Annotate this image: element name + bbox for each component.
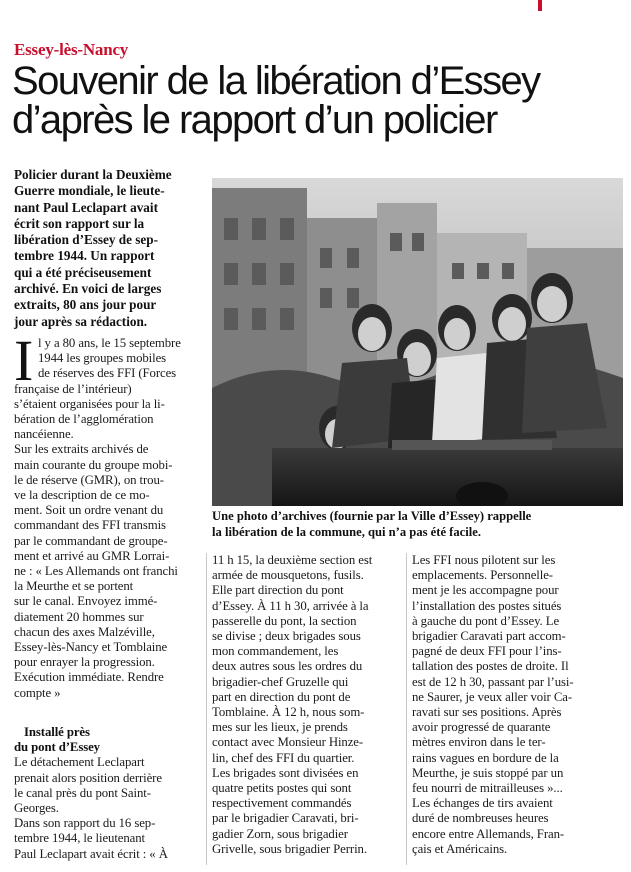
body-line: brigadier-chef Gruzelle qui (212, 674, 349, 689)
body-line: bération de l’agglomération (14, 412, 154, 427)
body-line: sur le canal. Envoyez immé- (14, 594, 158, 609)
article-lead (14, 167, 202, 330)
body-line: quatre petits postes qui sont (212, 781, 352, 796)
body-line: l’installation des postes situés (412, 598, 562, 613)
body-line: Les FFI nous pilotent sur les (412, 553, 556, 567)
body-line: emplacements. Personnelle- (412, 568, 553, 583)
body-line: feu nourri de mitrailleuses »... (412, 781, 563, 796)
lead-line: extraits, 80 ans jour pour (14, 297, 157, 313)
body-line: ment et arrivé au GMR Lorrai- (14, 548, 170, 563)
column-divider-1 (206, 553, 207, 865)
body-line: 11 h 15, la deuxième section est (212, 553, 373, 567)
body-line: Le détachement Leclapart (14, 755, 145, 770)
lead-line: nant Paul Leclapart avait (14, 199, 158, 215)
article-column-3 (412, 553, 617, 857)
body-line: d’Essey. À 11 h 30, arrivée à la (212, 598, 369, 613)
body-line: Sur les extraits archivés de (14, 442, 149, 457)
headline-line-1: Souvenir de la libération d’Essey (12, 59, 540, 103)
body-line: le canal près du pont Saint- (14, 785, 151, 800)
lead-line: écrit son rapport sur la (14, 215, 145, 231)
body-line: se divise ; deux brigades sous (212, 629, 361, 644)
article-column-1 (14, 328, 204, 701)
caption-line: Une photo d’archives (fournie par la Ville d’Essey) rappelle (212, 509, 532, 523)
body-line: Tomblaine. À 12 h, nous som- (212, 705, 365, 720)
body-line: lin, chef des FFI du quartier. (212, 750, 355, 765)
body-line: pagné de deux FFI pour l’ins- (412, 644, 562, 659)
body-line: mon commandement, les (212, 644, 339, 659)
body-line: le de réserve (GMR), on trou- (14, 472, 164, 487)
body-line: nancéienne. (14, 427, 74, 442)
body-line: commandant des FFI transmis (14, 518, 166, 533)
body-line: gadier Zorn, sous brigadier (212, 826, 348, 841)
body-line: Dans son rapport du 16 sep- (14, 816, 156, 831)
body-line: ne Saurer, je veux aller voir Ca- (412, 689, 572, 704)
body-line: prenait alors position derrière (14, 770, 162, 785)
body-line: est de 12 h 30, passant par l’usi- (412, 674, 574, 689)
body-line: part en direction du pont de (212, 689, 351, 704)
body-line: chacun des axes Malzéville, (14, 624, 155, 639)
body-line: tallation des postes de droite. Il (412, 659, 569, 674)
lead-line: Policier durant la Deuxième (14, 167, 172, 182)
subhead-installe-pres-du-pont: Installé près (24, 725, 90, 739)
body-line: respectivement commandés (212, 796, 352, 811)
body-line: Les échanges de tirs avaient (412, 796, 553, 811)
body-line: Exécution immédiate. Rendre (14, 670, 164, 685)
article-column-2 (212, 553, 402, 857)
body-line: l y a 80 ans, le 15 septembre (38, 336, 181, 350)
body-line: contact avec Monsieur Hinze- (212, 735, 364, 750)
lead-line: archivé. En voici de larges (14, 281, 162, 297)
body-line: brigadier Caravati part accom- (412, 629, 566, 644)
body-line: duré de nombreuses heures (412, 811, 549, 826)
body-line: par le commandant de groupe- (14, 533, 168, 548)
article-headline (12, 59, 622, 142)
body-line: Essey-lès-Nancy et Tomblaine (14, 640, 168, 655)
headline-line-2: d’après le rapport d’un policier (12, 98, 497, 142)
body-line: encore entre Allemands, Fran- (412, 826, 565, 841)
body-line: s’étaient organisées pour la li- (14, 396, 165, 411)
body-line: diatement 20 hommes sur (14, 609, 144, 624)
body-line: mes sur les lieux, je prends (212, 720, 348, 735)
body-line: de réserves des FFI (Forces (38, 366, 177, 381)
body-line: ment. Soit un ordre venant du (14, 503, 164, 518)
body-line: française de l’intérieur) (14, 381, 132, 396)
lead-line: tembre 1944. Un rapport (14, 248, 155, 264)
subhead-installe-pres-du-pont: du pont d’Essey (14, 740, 100, 755)
body-line: Paul Leclapart avait écrit : « À (14, 846, 168, 861)
archive-photo-image (212, 178, 623, 506)
body-line: Georges. (14, 801, 59, 816)
body-line: rains vagues en bordure de la (412, 750, 559, 765)
body-line: Elle part direction du pont (212, 583, 344, 598)
body-line: par le brigadier Caravati, bri- (212, 811, 359, 826)
body-line: Les brigades sont divisées en (212, 765, 359, 780)
body-line: çais et Américains. (412, 841, 508, 856)
body-line: ravati sur ses positions. Après (412, 705, 562, 720)
body-line: la Meurthe et se portent (14, 579, 134, 594)
archive-photo (212, 178, 623, 506)
kicker-location: Essey-lès-Nancy (14, 40, 129, 59)
column-divider-2 (406, 553, 407, 865)
body-line: Grivelle, sous brigadier Perrin. (212, 841, 367, 856)
body-line: ment je les accompagne pour (412, 583, 559, 598)
lead-line: Guerre mondiale, le lieute- (14, 183, 165, 199)
body-line: compte » (14, 685, 61, 700)
body-line: armée de mousquetons, fusils. (212, 568, 364, 583)
body-line: main courante du groupe mobi- (14, 457, 173, 472)
lead-line: libération d’Essey de sep- (14, 232, 158, 248)
body-line: avoir progressé de quarante (412, 720, 551, 735)
body-line: passerelle du pont, la section (212, 613, 357, 628)
body-line: tembre 1944, le lieutenant (14, 831, 146, 846)
body-line: pour enrayer la progression. (14, 655, 155, 670)
body-line: ne : « Les Allemands ont franchi (14, 564, 178, 579)
body-line: Meurthe, je suis stoppé par un (412, 765, 564, 780)
body-line: mètres environ dans le ter- (412, 735, 546, 750)
article-column-1-continued (14, 725, 204, 862)
body-line: 1944 les groupes mobiles (38, 351, 167, 366)
dropcap-letter: I (14, 328, 34, 393)
photo-caption (212, 509, 623, 540)
body-line: à gauche du pont d’Essey. Le (412, 613, 560, 628)
body-line: deux autres sous les ordres du (212, 659, 363, 674)
lead-line: jour après sa rédaction. (14, 313, 148, 329)
body-line: ve la description de ce mo- (14, 488, 150, 503)
lead-line: qui a été préciseusement (14, 264, 152, 280)
red-section-marker (538, 0, 542, 11)
caption-line: la libération de la commune, qui n’a pas été facile. (212, 524, 482, 539)
